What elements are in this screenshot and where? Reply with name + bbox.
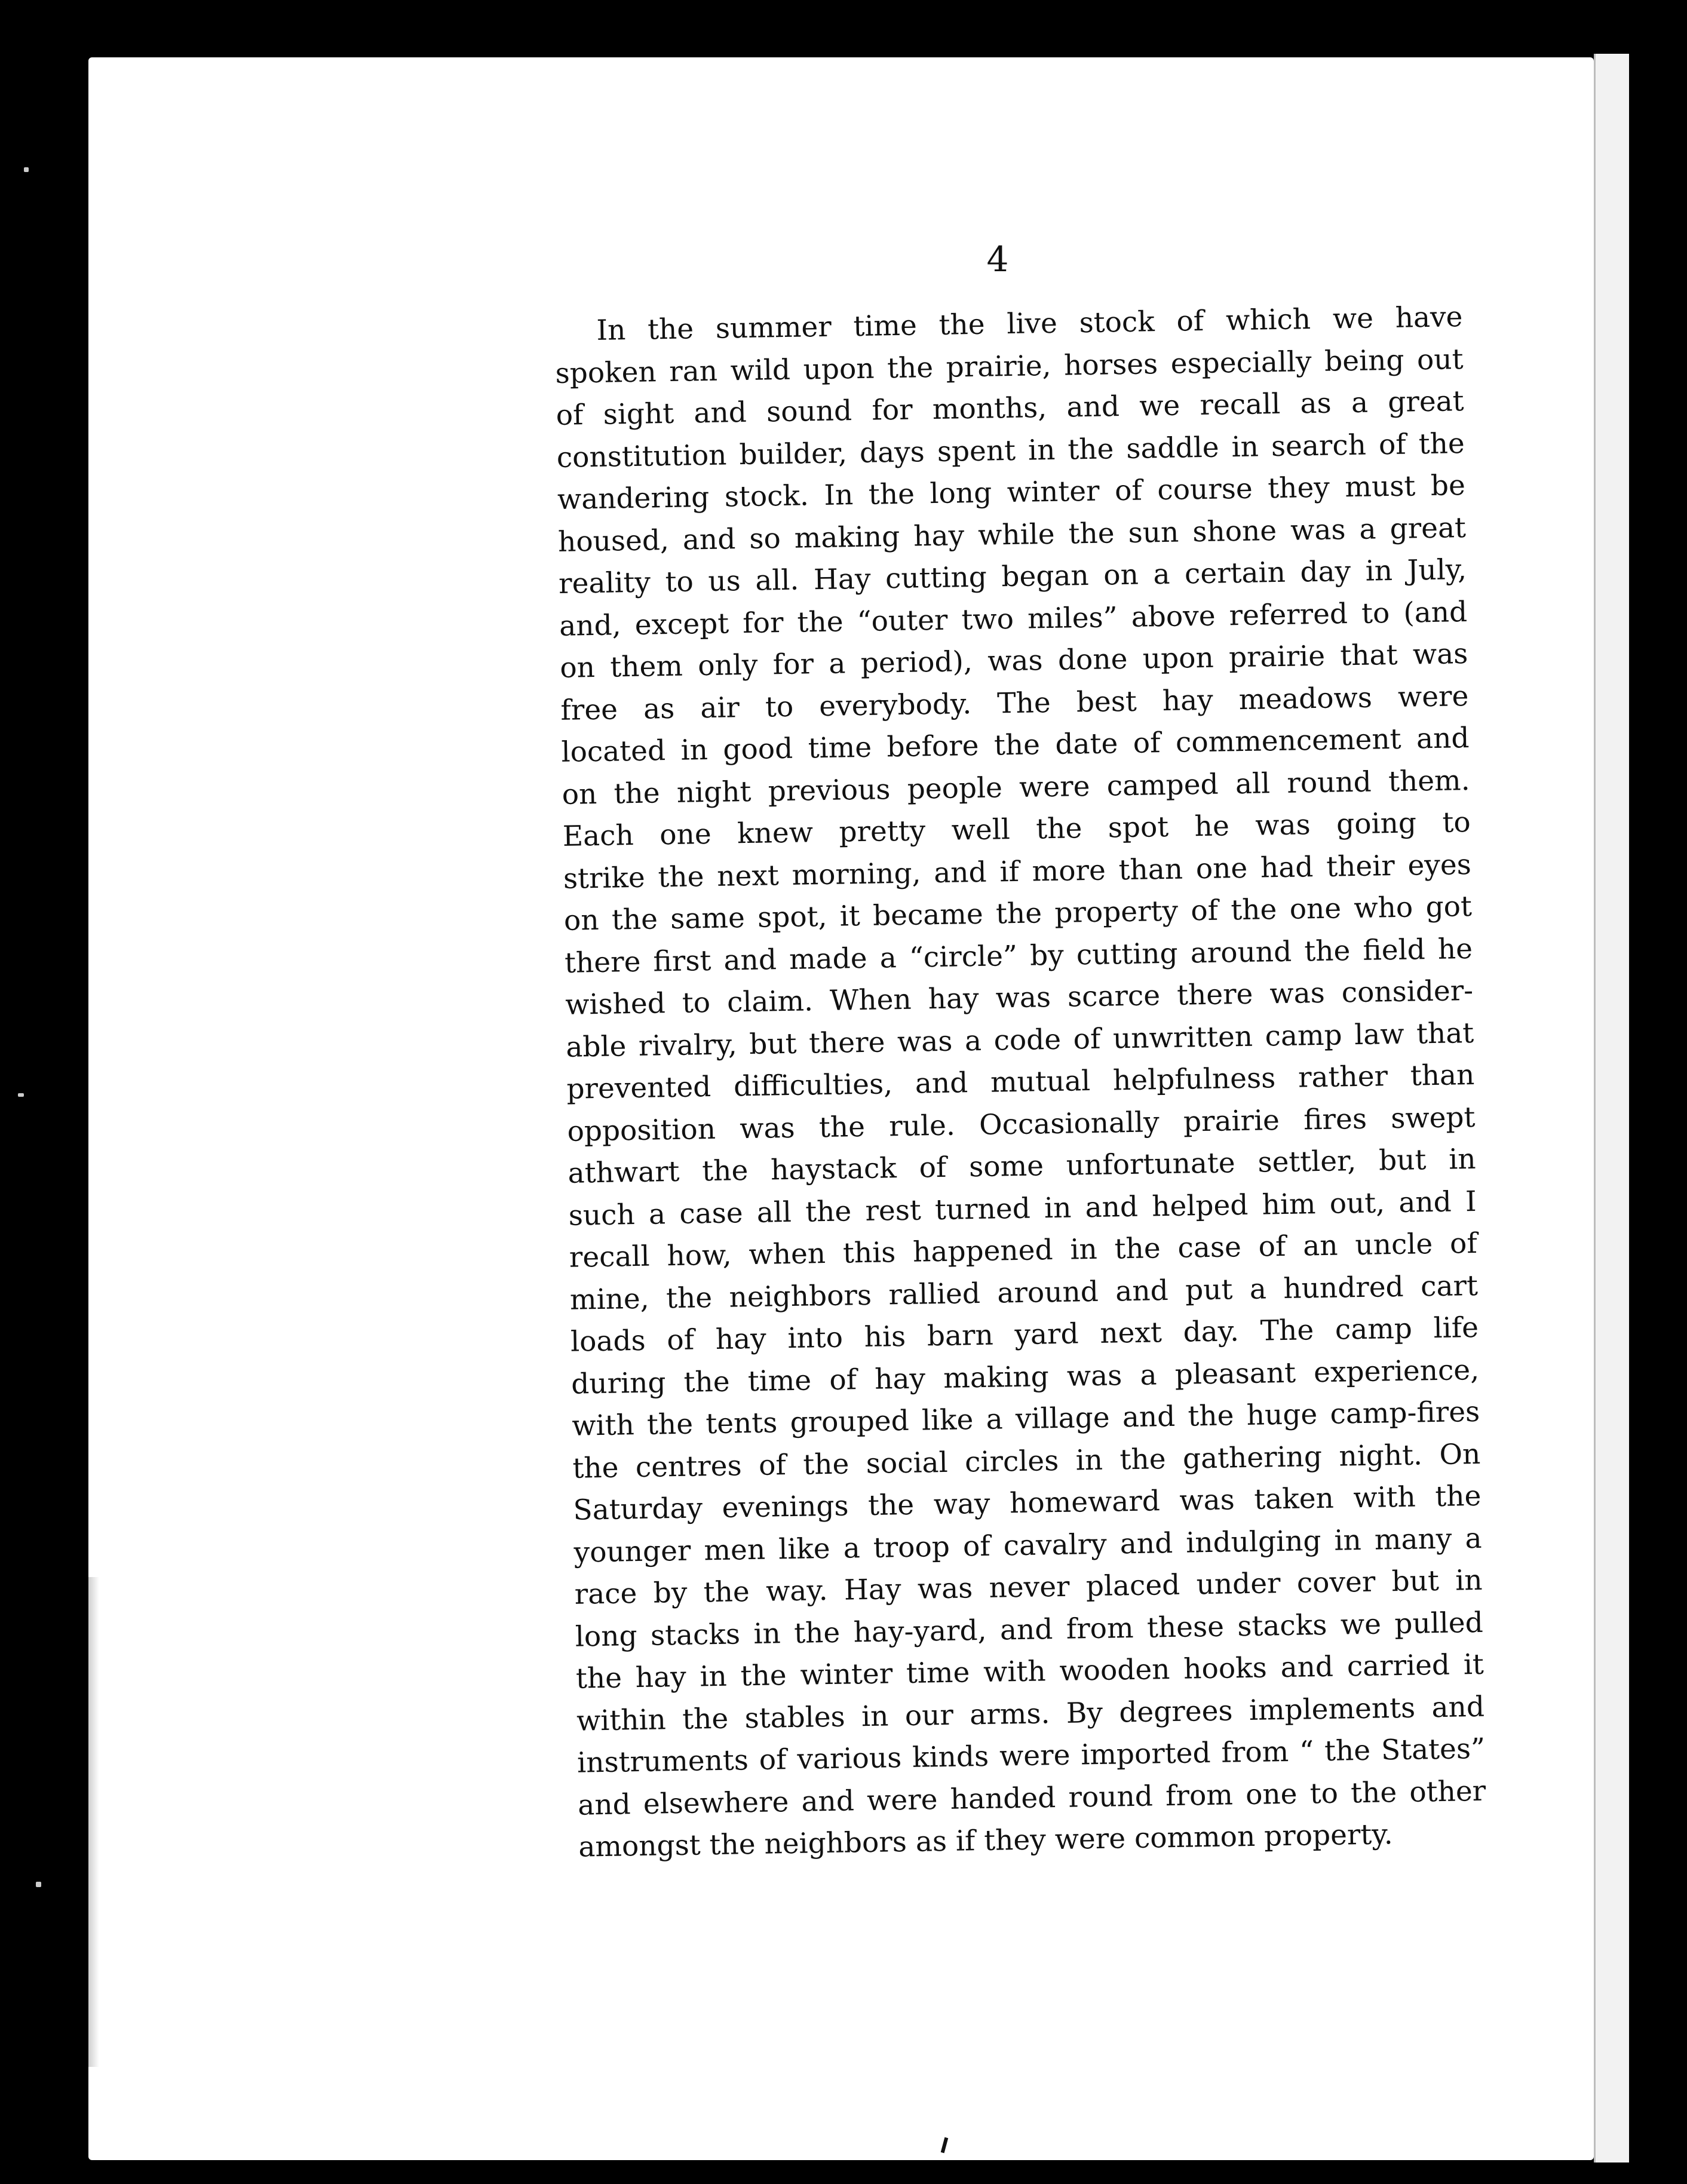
text-line: long stacks in the hay-yard, and from these stacks we pulled [575,1606,1484,1654]
text-line: located in good time before the date of commencement and [561,722,1470,769]
text-line: on them only for a period), was done upon prairie that was [559,637,1468,685]
text-line: housed, and so making hay while the sun shone was a great [557,511,1467,559]
text-line: such a case all the rest turned in and helped him out, and I [568,1185,1477,1232]
text-line: constitution builder, days spent in the saddle in search of the [556,427,1465,474]
scan-speck [36,1882,41,1887]
text-line: within the stables in our arms. By degrees implements and [576,1690,1485,1738]
text-line: recall how, when this happened in the case of an uncle of [569,1226,1478,1274]
scan-speck [18,1093,24,1097]
text-line: younger men like a troop of cavalry and indulging in many a [573,1522,1482,1569]
text-line: free as air to everybody. The best hay meadows were [560,679,1469,727]
text-line: prevented difficulties, and mutual helpfulness rather than [566,1058,1475,1106]
text-line: race by the way. Hay was never placed under cover but in [574,1563,1483,1611]
text-line: on the same spot, it became the property of the one who got [563,890,1473,937]
text-line: In the summer time the live stock of which we have [596,300,1463,347]
text-line: mine, the neighbors rallied around and put a hundred cart [569,1269,1479,1317]
text-line: with the tents grouped like a village and the huge camp-fires [571,1395,1480,1443]
text-line: and, except for the “outer two miles” above referred to (and [559,595,1468,643]
text-line: amongst the neighbors as if they were common property. [578,1818,1393,1864]
text-line: wished to claim. When hay was scarce there was consider- [565,974,1474,1022]
text-line: during the time of hay making was a pleasant experience, [570,1353,1480,1401]
scan-speck [24,167,29,172]
text-line: spoken ran wild upon the prairie, horses especially being out [555,342,1464,390]
text-line: able rivalry, but there was a code of unwritten camp law that [565,1016,1474,1064]
text-line: the centres of the social circles in the gathering night. On [572,1437,1481,1485]
text-line: opposition was the rule. Occasionally prairie fires swept [567,1100,1476,1148]
page-edge-shadow [88,1577,99,2067]
text-line: Saturday evenings the way homeward was taken with the [573,1479,1482,1527]
text-line: Each one knew pretty well the spot he was going to [562,806,1471,853]
text-line: the hay in the winter time with wooden hooks and carried it [575,1648,1484,1695]
text-line: instruments of various kinds were imported from “ the States” [576,1732,1486,1780]
text-line: strike the next morning, and if more than one had their eyes [563,848,1472,895]
text-line: loads of hay into his barn yard next day. The camp life [570,1311,1479,1358]
text-line: of sight and sound for months, and we recall as a great [556,385,1465,432]
text-line: and elsewhere and were handed round from one to the other [577,1774,1486,1822]
text-line: reality to us all. Hay cutting began on a certain day in July, [558,553,1467,600]
page-number: 4 [986,239,1009,280]
text-line: on the night previous people were camped all round them. [562,763,1470,811]
text-line: athwart the haystack of some unfortunate settler, but in [568,1142,1476,1190]
page-right-edge [1594,54,1629,2162]
text-line: there first and made a “circle” by cutting around the field he [564,932,1473,980]
body-paragraph [554,296,1487,1869]
text-line: wandering stock. In the long winter of course they must be [557,469,1466,516]
